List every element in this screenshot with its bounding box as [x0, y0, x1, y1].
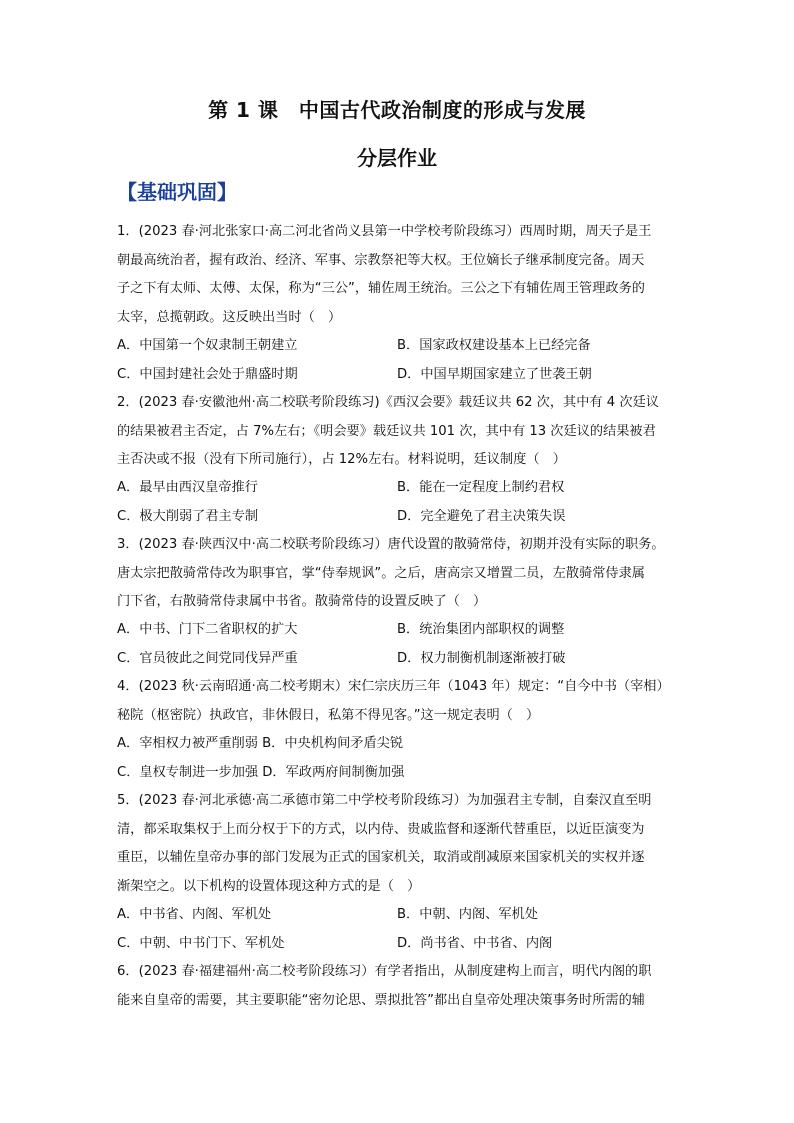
option-b: B．中朝、内阁、军机处 — [397, 907, 538, 922]
option-d: D．权力制衡机制逐渐被打破 — [397, 650, 566, 666]
option-d: D．中国早期国家建立了世袭王朝 — [397, 366, 592, 382]
section-heading-basic: 【基础巩固】 — [117, 180, 237, 204]
options-ab: A．宰相权力被严重削弱 B．中央机构间矛盾尖锐 — [117, 736, 404, 751]
question-line: 唐太宗把散骑常侍改为职事官，掌“侍奉规讽”。之后，唐高宗又增置二员，左散骑常侍隶属 — [117, 565, 645, 581]
question-line: 1．(2023 春·河北张家口·高二河北省尚义县第一中学校考阶段练习）西周时期，周天子是王 — [117, 224, 652, 239]
question-5 — [117, 787, 689, 901]
question-line: 6．(2023 春·福建福州·高二校考阶段练习）有学者指出，从制度建构上而言，明代内阁的职 — [117, 964, 652, 979]
question-line: 2．(2023 春·安徽池州·高二校联考阶段练习)《西汉会要》载廷议共 62 次，其中有 4 次廷议 — [117, 395, 659, 410]
question-line: 渐架空之。以下机构的设置体现这种方式的是（ ） — [117, 878, 421, 894]
question-line: 5．(2023 春·河北承德·高二承德市第二中学校考阶段练习）为加强君主专制，自秦汉直至明 — [117, 793, 652, 808]
option-d: D．尚书省、中书省、内阁 — [397, 935, 553, 951]
lesson-title: 第 1 课 中国古代政治制度的形成与发展 — [208, 98, 586, 122]
option-b: B．统治集团内部职权的调整 — [397, 622, 565, 637]
question-1-options — [117, 332, 689, 389]
question-1 — [117, 218, 689, 332]
question-line: 门下省，右散骑常侍隶属中书省。散骑常侍的设置反映了（ ） — [117, 594, 487, 609]
option-c: C．官员彼此之间党同伐异严重 — [117, 650, 298, 666]
options-cd: C．皇权专制进一步加强 D．军政两府间制衡加强 — [117, 764, 405, 780]
question-line: 能来自皇帝的需要，其主要职能“密勿论思、票拟批答”都出自皇帝处理决策事务时所需的辅 — [117, 992, 645, 1008]
question-2 — [117, 389, 689, 475]
question-line: 重臣，以辅佐皇帝办事的部门发展为正式的国家机关，取消或削减原来国家机关的实权并逐 — [117, 850, 645, 865]
question-6 — [117, 958, 689, 1015]
option-b: B．能在一定程度上制约君权 — [397, 480, 565, 495]
option-a: A．中国第一个奴隶制王朝建立 — [117, 338, 298, 353]
question-line: 朝最高统治者，握有政治、经济、军事、宗教祭祀等大权。王位嫡长子继承制度完备。周天 — [117, 252, 645, 268]
question-2-options — [117, 474, 689, 531]
option-a: A．中书、门下二省职权的扩大 — [117, 622, 298, 637]
question-4 — [117, 673, 689, 730]
question-3-options — [117, 616, 689, 673]
question-line: 子之下有太师、太傅、太保，称为“三公”，辅佐周王统治。三公之下有辅佐周王管理政务的 — [117, 281, 645, 296]
question-3 — [117, 531, 689, 617]
question-4-options — [117, 730, 689, 787]
option-b: B．国家政权建设基本上已经完备 — [397, 338, 591, 353]
option-c: C．中朝、中书门下、军机处 — [117, 935, 285, 951]
question-line: 清，都采取集权于上而分权于下的方式，以内侍、贵戚监督和逐渐代替重臣，以近臣演变为 — [117, 821, 645, 837]
question-line: 的结果被君主否定，占 7%左右；《明会要》载廷议共 101 次，其中有 13 次廷议的结果被君 — [117, 423, 656, 439]
option-d: D．完全避免了君主决策失误 — [397, 508, 566, 524]
homework-subtitle: 分层作业 — [357, 146, 437, 170]
question-line: 主否决或不报（没有下所司施行），占 12%左右。材料说明，廷议制度（ ） — [117, 452, 566, 467]
option-a: A．中书省、内阁、军机处 — [117, 907, 272, 922]
option-c: C．中国封建社会处于鼎盛时期 — [117, 366, 298, 382]
option-a: A．最早由西汉皇帝推行 — [117, 480, 258, 495]
question-line: 太宰，总揽朝政。这反映出当时（ ） — [117, 309, 342, 325]
option-c: C．极大削弱了君主专制 — [117, 508, 259, 524]
question-line: 3．(2023 春·陕西汉中·高二校联考阶段练习）唐代设置的散骑常侍，初期并没有实际的职务。 — [117, 537, 665, 552]
question-line: 4．(2023 秋·云南昭通·高二校考期末）宋仁宗庆历三年（1043 年）规定：“自今中书（宰相） — [117, 679, 670, 694]
question-5-options — [117, 901, 689, 958]
question-line: 秘院（枢密院）执政官，非休假日，私第不得见客。”这一规定表明（ ） — [117, 707, 540, 723]
